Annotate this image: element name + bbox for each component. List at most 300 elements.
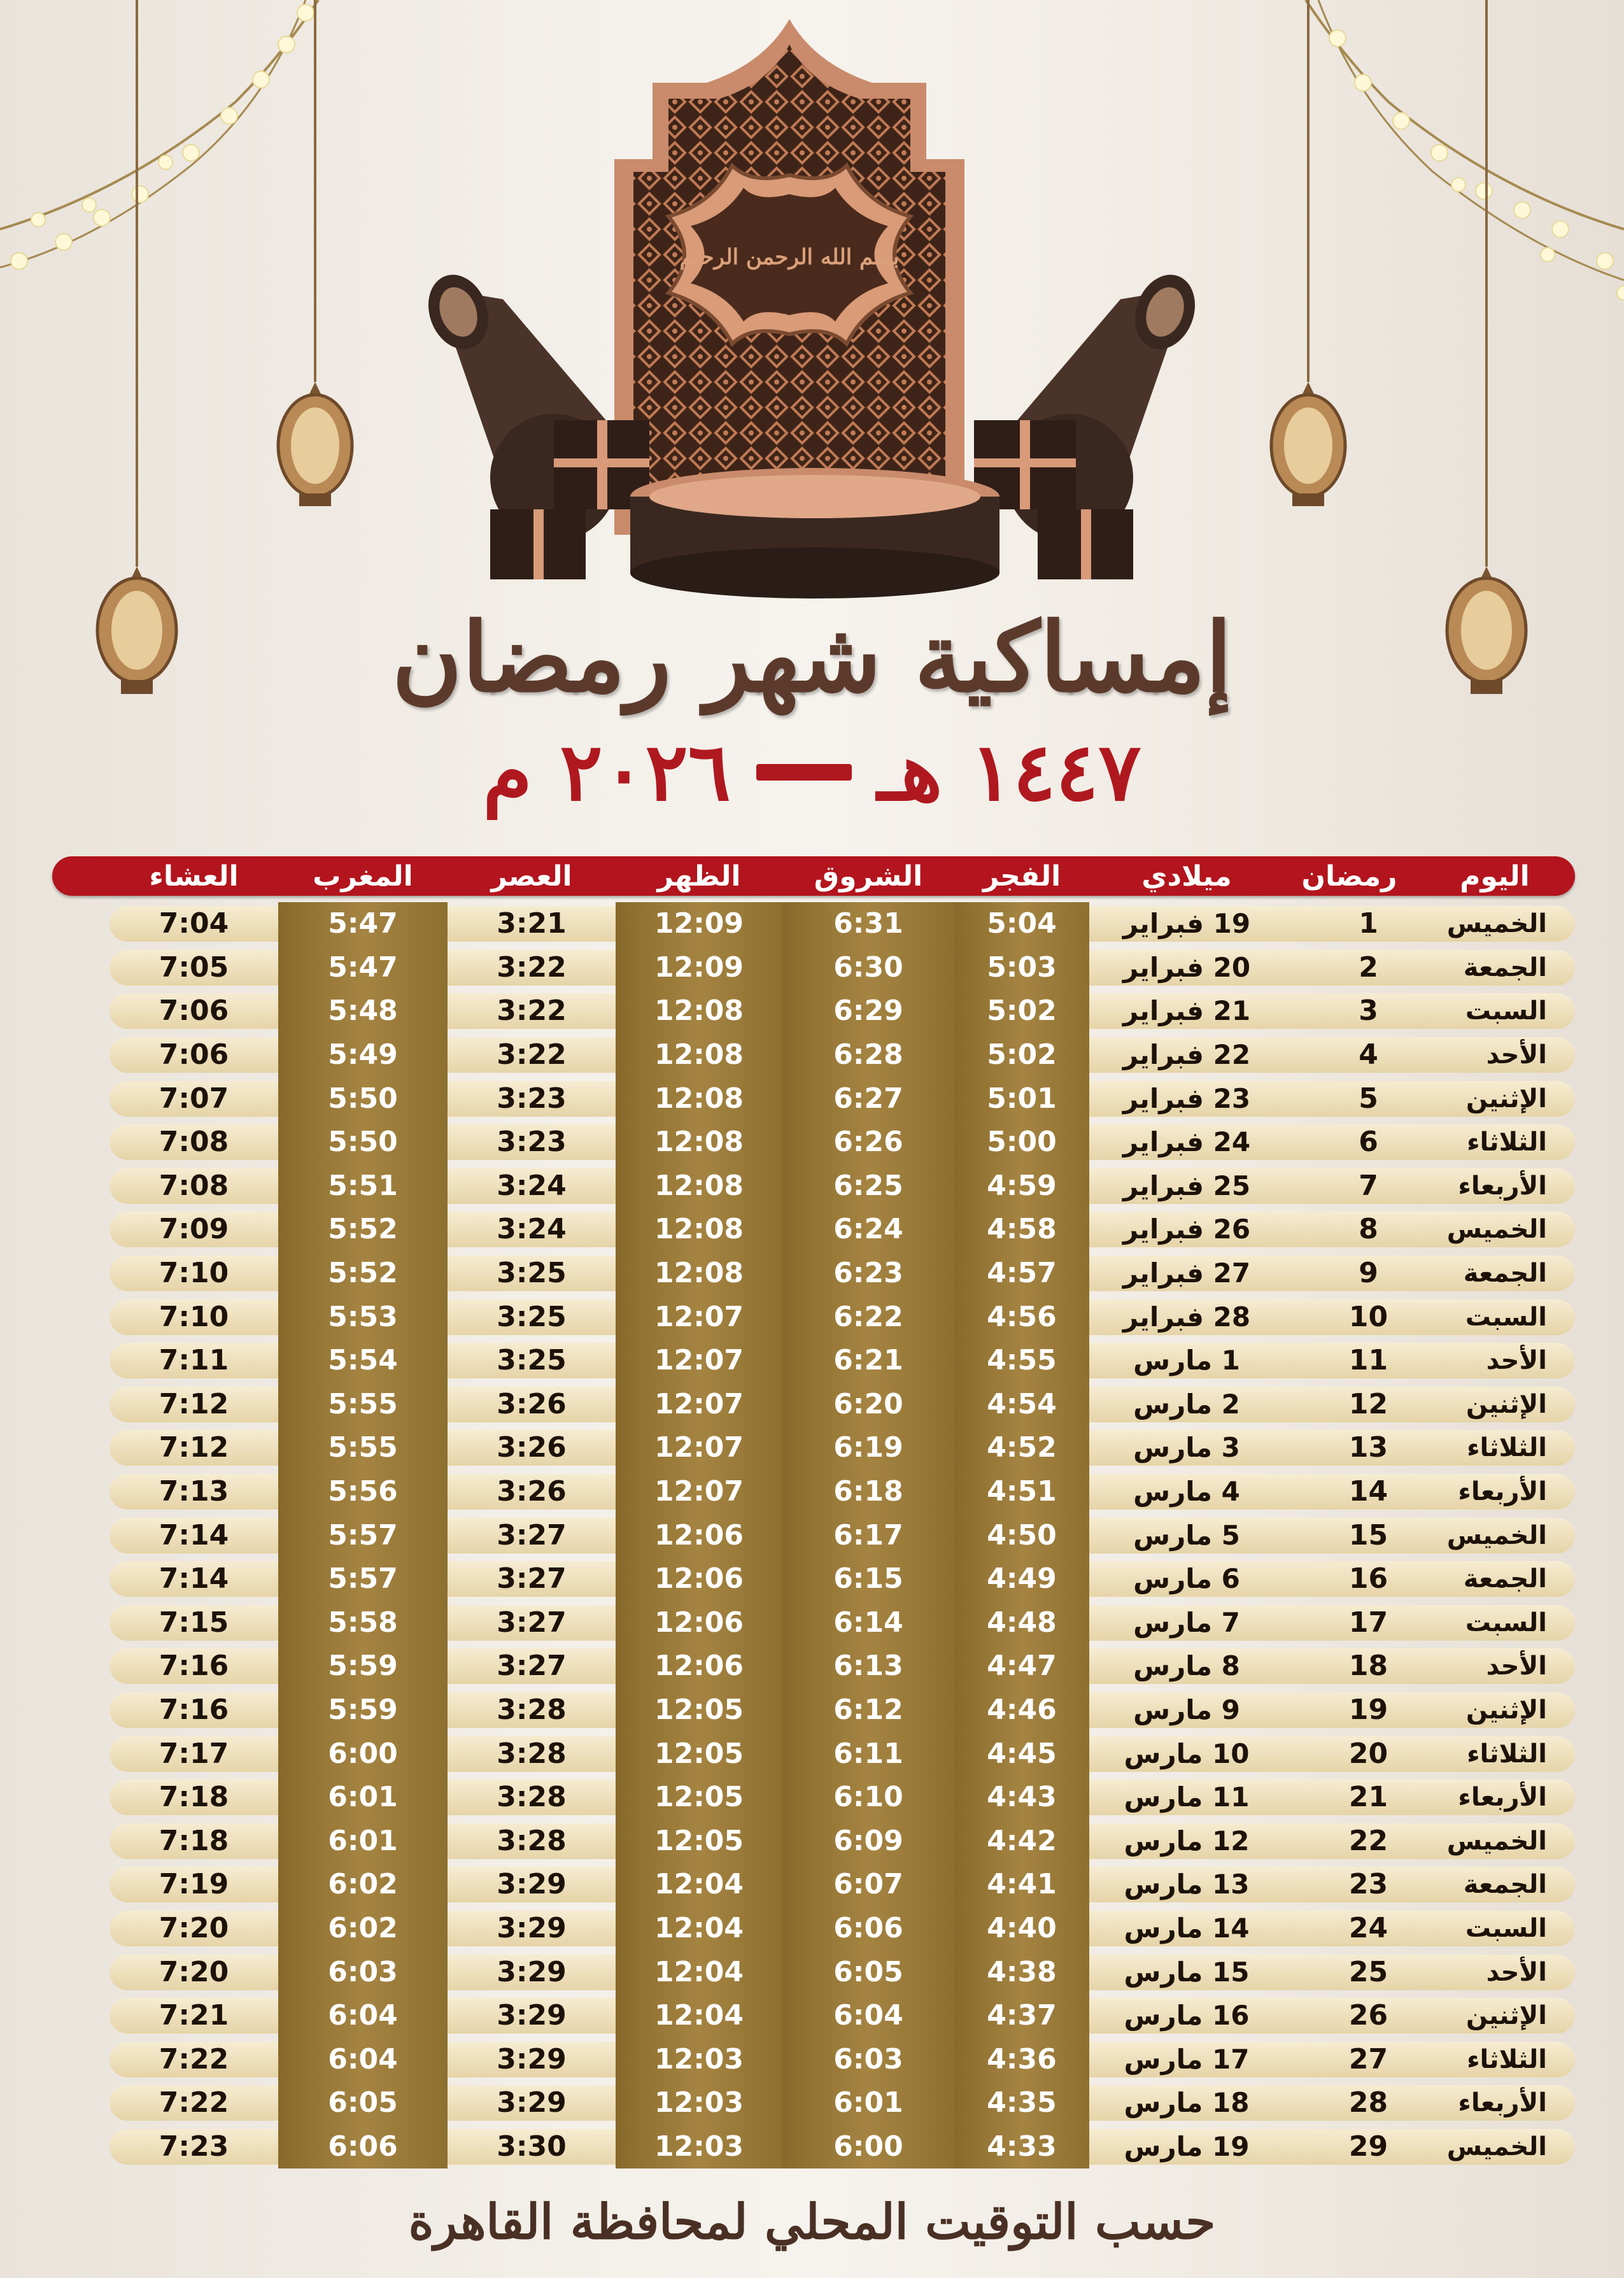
cell-sunrise: 6:07 [833,1868,903,1901]
cell-maghrib: 5:54 [328,1344,398,1377]
cell-isha: 7:08 [109,1124,278,1160]
cell-ramadan: 15 [1284,1518,1415,1553]
cell-sunrise: 6:13 [833,1650,903,1683]
cell-date: 12 مارس [1089,1823,1284,1859]
cell-fajr: 4:52 [987,1431,1057,1464]
cell-fajr: 5:02 [987,1038,1057,1072]
cell-asr: 3:22 [448,993,616,1029]
cell-day: الأربعاء [1415,1779,1575,1815]
cell-dhuhr: 12:03 [654,2130,744,2163]
cell-asr: 3:27 [448,1605,616,1641]
imsakiya-table [52,856,1575,2168]
cell-maghrib: 5:59 [328,1693,398,1726]
cell-dhuhr: 12:07 [654,1431,744,1464]
header-isha: العشاء [149,860,239,893]
header-asr: العصر [491,860,572,893]
cell-isha: 7:04 [109,906,278,942]
cell-dhuhr: 12:07 [654,1344,744,1377]
cell-isha: 7:05 [109,950,278,986]
cell-ramadan: 7 [1284,1168,1415,1204]
cell-sunrise: 6:01 [833,2086,903,2119]
table-row [52,946,1575,990]
cell-date: 13 مارس [1089,1867,1284,1902]
cell-fajr: 4:59 [987,1169,1057,1202]
table-row [52,1208,1575,1252]
cell-sunrise: 6:12 [833,1693,903,1726]
cell-ramadan: 26 [1284,1998,1415,2034]
cell-ramadan: 18 [1284,1648,1415,1684]
cell-isha: 7:08 [109,1168,278,1204]
cell-fajr: 4:36 [987,2042,1057,2076]
cell-asr: 3:27 [448,1561,616,1597]
cell-fajr: 4:38 [987,1955,1057,1988]
cell-asr: 3:28 [448,1823,616,1859]
cell-fajr: 4:42 [987,1824,1057,1857]
cell-date: 23 فبراير [1089,1081,1284,1117]
table-row [52,1557,1575,1601]
cell-isha: 7:07 [109,1081,278,1117]
cell-dhuhr: 12:04 [654,1911,744,1944]
cell-day: الأربعاء [1415,1168,1575,1204]
cell-date: 19 فبراير [1089,906,1284,942]
cell-date: 21 فبراير [1089,993,1284,1029]
cell-ramadan: 20 [1284,1736,1415,1772]
cell-sunrise: 6:19 [833,1431,903,1464]
cell-isha: 7:21 [109,1998,278,2034]
cell-fajr: 5:00 [987,1126,1057,1159]
cell-isha: 7:10 [109,1299,278,1335]
cell-dhuhr: 12:04 [654,1999,744,2032]
cell-maghrib: 5:49 [328,1038,398,1072]
lantern-icon [267,0,363,509]
cell-date: 5 مارس [1089,1518,1284,1553]
cell-isha: 7:13 [109,1474,278,1510]
header-ramadan: رمضان [1301,860,1397,893]
cell-fajr: 4:46 [987,1693,1057,1726]
cell-date: 6 مارس [1089,1561,1284,1597]
calligraphy-text: بسم الله الرحمن الرحيم [679,244,900,270]
cell-maghrib: 5:47 [328,907,398,940]
cell-asr: 3:29 [448,2085,616,2121]
cell-asr: 3:25 [448,1299,616,1335]
cell-sunrise: 6:26 [833,1126,903,1159]
page-title: إمساكية شهر رمضان [392,602,1232,714]
cell-maghrib: 5:59 [328,1650,398,1683]
cell-dhuhr: 12:08 [654,1169,744,1202]
cell-date: 18 مارس [1089,2085,1284,2121]
cell-asr: 3:29 [448,1998,616,2034]
cell-maghrib: 6:04 [328,2042,398,2076]
cell-ramadan: 10 [1284,1299,1415,1335]
cell-dhuhr: 12:06 [654,1650,744,1683]
cell-dhuhr: 12:04 [654,1955,744,1988]
cell-day: الخميس [1415,1518,1575,1553]
cell-isha: 7:16 [109,1692,278,1728]
table-row [52,1383,1575,1427]
cell-date: 8 مارس [1089,1648,1284,1684]
header-dhuhr: الظهر [657,860,741,893]
cell-maghrib: 6:01 [328,1824,398,1857]
cell-maghrib: 5:52 [328,1213,398,1246]
cell-isha: 7:22 [109,2042,278,2077]
cell-maghrib: 6:00 [328,1737,398,1770]
table-row [52,2125,1575,2169]
cell-sunrise: 6:06 [833,1911,903,1944]
cell-date: 7 مارس [1089,1605,1284,1641]
cell-ramadan: 17 [1284,1605,1415,1641]
cell-isha: 7:19 [109,1867,278,1902]
cell-isha: 7:06 [109,1037,278,1073]
cell-day: الإثنين [1415,1998,1575,2034]
cell-fajr: 4:35 [987,2086,1057,2119]
cell-ramadan: 3 [1284,993,1415,1029]
cell-maghrib: 5:55 [328,1387,398,1420]
cell-dhuhr: 12:08 [654,1257,744,1290]
cell-isha: 7:15 [109,1605,278,1641]
cell-fajr: 5:02 [987,994,1057,1028]
table-row [52,1513,1575,1557]
cell-sunrise: 6:22 [833,1300,903,1333]
cell-isha: 7:20 [109,1911,278,1946]
cell-asr: 3:28 [448,1692,616,1728]
cell-fajr: 4:48 [987,1606,1057,1639]
table-row [52,1994,1575,2038]
cell-day: الخميس [1415,1823,1575,1859]
cell-sunrise: 6:11 [833,1737,903,1770]
cell-maghrib: 6:02 [328,1868,398,1901]
cell-fajr: 4:40 [987,1911,1057,1944]
table-row [52,2081,1575,2125]
header-day: اليوم [1460,860,1530,893]
cell-date: 14 مارس [1089,1911,1284,1946]
cell-asr: 3:23 [448,1124,616,1160]
cell-fajr: 4:51 [987,1475,1057,1508]
cell-maghrib: 5:57 [328,1518,398,1552]
cell-maghrib: 6:02 [328,1911,398,1944]
cell-date: 26 فبراير [1089,1212,1284,1247]
cell-sunrise: 6:29 [833,994,903,1028]
cell-fajr: 4:54 [987,1387,1057,1420]
cell-day: الجمعة [1415,1256,1575,1291]
cell-fajr: 5:01 [987,1082,1057,1115]
cell-asr: 3:30 [448,2129,616,2165]
table-row [52,1907,1575,1951]
cell-asr: 3:28 [448,1736,616,1772]
cell-fajr: 4:56 [987,1300,1057,1333]
cell-ramadan: 22 [1284,1823,1415,1859]
cell-day: الإثنين [1415,1692,1575,1728]
cell-dhuhr: 12:06 [654,1606,744,1639]
cell-maghrib: 5:58 [328,1606,398,1639]
table-row [52,1732,1575,1776]
cell-asr: 3:23 [448,1081,616,1117]
cell-day: السبت [1415,1299,1575,1335]
cell-day: الأربعاء [1415,1474,1575,1510]
cell-sunrise: 6:17 [833,1518,903,1552]
cell-maghrib: 5:50 [328,1082,398,1115]
cell-ramadan: 4 [1284,1037,1415,1073]
cell-sunrise: 6:04 [833,1999,903,2032]
cell-maghrib: 5:57 [328,1562,398,1595]
cell-ramadan: 19 [1284,1692,1415,1728]
cell-isha: 7:11 [109,1343,278,1378]
cell-dhuhr: 12:08 [654,994,744,1028]
cell-ramadan: 16 [1284,1561,1415,1597]
cell-sunrise: 6:18 [833,1475,903,1508]
lantern-icon [89,0,185,700]
table-row [52,1121,1575,1164]
cell-isha: 7:16 [109,1648,278,1684]
cell-dhuhr: 12:08 [654,1126,744,1159]
cell-sunrise: 6:31 [833,907,903,940]
cell-fajr: 4:47 [987,1650,1057,1683]
table-row [52,989,1575,1033]
cell-ramadan: 28 [1284,2085,1415,2121]
header-sunrise: الشروق [814,860,923,893]
cell-date: 24 فبراير [1089,1124,1284,1160]
cell-maghrib: 6:05 [328,2086,398,2119]
cell-ramadan: 14 [1284,1474,1415,1510]
cell-asr: 3:21 [448,906,616,942]
cell-day: الثلاثاء [1415,2042,1575,2077]
cell-ramadan: 6 [1284,1124,1415,1160]
table-row [52,2037,1575,2081]
cell-dhuhr: 12:07 [654,1387,744,1420]
cell-day: الخميس [1415,1212,1575,1247]
cell-ramadan: 23 [1284,1867,1415,1902]
cell-asr: 3:28 [448,1779,616,1815]
table-row [52,1295,1575,1339]
cell-fajr: 5:03 [987,951,1057,984]
cell-date: 27 فبراير [1089,1256,1284,1291]
table-row [52,1688,1575,1732]
cell-date: 28 فبراير [1089,1299,1284,1335]
cell-maghrib: 5:52 [328,1257,398,1290]
cell-asr: 3:22 [448,950,616,986]
footer-note: حسب التوقيت المحلي لمحافظة القاهرة [408,2193,1216,2250]
cell-dhuhr: 12:07 [654,1300,744,1333]
lantern-icon [1260,0,1356,509]
cell-day: الثلاثاء [1415,1430,1575,1466]
cell-date: 9 مارس [1089,1692,1284,1728]
table-row [52,1339,1575,1383]
table-row [52,1033,1575,1077]
cell-maghrib: 5:56 [328,1475,398,1508]
cell-day: الجمعة [1415,1867,1575,1902]
table-row [52,1077,1575,1121]
cell-dhuhr: 12:09 [654,907,744,940]
cell-ramadan: 2 [1284,950,1415,986]
cell-dhuhr: 12:03 [654,2042,744,2076]
cell-ramadan: 12 [1284,1387,1415,1422]
cell-sunrise: 6:05 [833,1955,903,1988]
cell-date: 2 مارس [1089,1387,1284,1422]
cell-date: 11 مارس [1089,1779,1284,1815]
cell-asr: 3:27 [448,1648,616,1684]
cell-ramadan: 5 [1284,1081,1415,1117]
cell-dhuhr: 12:05 [654,1824,744,1857]
cell-asr: 3:25 [448,1343,616,1378]
cell-day: السبت [1415,993,1575,1029]
header-maghrib: المغرب [313,860,413,893]
cell-isha: 7:14 [109,1518,278,1553]
cell-sunrise: 6:03 [833,2042,903,2076]
cell-dhuhr: 12:06 [654,1562,744,1595]
cell-sunrise: 6:10 [833,1781,903,1814]
cell-day: الثلاثاء [1415,1736,1575,1772]
cell-fajr: 4:45 [987,1737,1057,1770]
cell-sunrise: 6:28 [833,1038,903,1072]
cell-sunrise: 6:30 [833,951,903,984]
cell-ramadan: 29 [1284,2129,1415,2165]
cell-dhuhr: 12:08 [654,1038,744,1072]
cell-ramadan: 21 [1284,1779,1415,1815]
cell-fajr: 4:43 [987,1781,1057,1814]
cell-date: 17 مارس [1089,2042,1284,2077]
cell-fajr: 4:55 [987,1344,1057,1377]
cell-maghrib: 5:47 [328,951,398,984]
cell-sunrise: 6:00 [833,2130,903,2163]
table-row [52,1252,1575,1296]
cell-sunrise: 6:23 [833,1257,903,1290]
table-row [52,1426,1575,1470]
cell-isha: 7:06 [109,993,278,1029]
cell-maghrib: 5:50 [328,1126,398,1159]
cell-maghrib: 5:51 [328,1169,398,1202]
table-header [52,856,1575,896]
cell-asr: 3:29 [448,1867,616,1902]
cell-date: 4 مارس [1089,1474,1284,1510]
lantern-icon [1439,0,1534,700]
cell-maghrib: 6:04 [328,1999,398,2032]
cell-isha: 7:10 [109,1256,278,1291]
cell-ramadan: 27 [1284,2042,1415,2077]
cell-maghrib: 5:55 [328,1431,398,1464]
cell-fajr: 4:57 [987,1257,1057,1290]
cell-isha: 7:22 [109,2085,278,2121]
cell-day: الأحد [1415,1343,1575,1378]
hijri-year: ١٤٤٧ هـ [877,726,1141,819]
table-row [52,1645,1575,1688]
cell-asr: 3:26 [448,1430,616,1466]
table-row [52,902,1575,946]
cell-day: السبت [1415,1911,1575,1946]
cell-day: الخميس [1415,2129,1575,2165]
cell-sunrise: 6:15 [833,1562,903,1595]
cell-dhuhr: 12:08 [654,1213,744,1246]
cell-isha: 7:18 [109,1779,278,1815]
table-row [52,1950,1575,1994]
cell-isha: 7:14 [109,1561,278,1597]
cell-dhuhr: 12:07 [654,1475,744,1508]
cell-asr: 3:24 [448,1212,616,1247]
cell-fajr: 4:37 [987,1999,1057,2032]
table-row [52,1164,1575,1208]
cell-dhuhr: 12:04 [654,1868,744,1901]
cell-isha: 7:23 [109,2129,278,2165]
cell-asr: 3:26 [448,1474,616,1510]
cell-asr: 3:22 [448,1037,616,1073]
cell-sunrise: 6:24 [833,1213,903,1246]
header-fajr: الفجر [982,860,1061,893]
header-gregorian: ميلادي [1141,860,1232,893]
cell-isha: 7:18 [109,1823,278,1859]
cell-sunrise: 6:14 [833,1606,903,1639]
cell-asr: 3:29 [448,1911,616,1946]
table-row [52,1601,1575,1645]
cell-sunrise: 6:25 [833,1169,903,1202]
cell-maghrib: 6:03 [328,1955,398,1988]
cell-dhuhr: 12:05 [654,1781,744,1814]
cell-day: الجمعة [1415,1561,1575,1597]
cell-dhuhr: 12:06 [654,1518,744,1552]
table-rows [52,902,1575,2168]
cell-fajr: 4:50 [987,1518,1057,1552]
table-row [52,1470,1575,1514]
cell-sunrise: 6:21 [833,1344,903,1377]
cell-ramadan: 25 [1284,1955,1415,1990]
ramadan-centerpiece-illustration [407,13,1216,598]
gregorian-year: ٢٠٢٦ م [483,726,731,819]
table-row [52,1863,1575,1907]
cell-day: الثلاثاء [1415,1124,1575,1160]
cell-fajr: 5:04 [987,907,1057,940]
cell-maghrib: 5:53 [328,1300,398,1333]
cell-date: 22 فبراير [1089,1037,1284,1073]
cell-isha: 7:09 [109,1212,278,1247]
cell-maghrib: 6:06 [328,2130,398,2163]
cell-fajr: 4:41 [987,1868,1057,1901]
cell-asr: 3:25 [448,1256,616,1291]
cell-fajr: 4:49 [987,1562,1057,1595]
cell-asr: 3:26 [448,1387,616,1422]
cell-sunrise: 6:20 [833,1387,903,1420]
cell-day: الخميس [1415,906,1575,942]
cell-sunrise: 6:27 [833,1082,903,1115]
year-subtitle [0,726,1624,819]
cell-isha: 7:12 [109,1387,278,1422]
cell-asr: 3:29 [448,1955,616,1990]
table-row [52,1819,1575,1863]
cell-date: 15 مارس [1089,1955,1284,1990]
cell-day: الأربعاء [1415,2085,1575,2121]
cell-day: الأحد [1415,1037,1575,1073]
cell-ramadan: 24 [1284,1911,1415,1946]
cell-ramadan: 13 [1284,1430,1415,1466]
cell-day: الإثنين [1415,1081,1575,1117]
cell-day: السبت [1415,1605,1575,1641]
cell-ramadan: 1 [1284,906,1415,942]
cell-day: الأحد [1415,1648,1575,1684]
cell-date: 19 مارس [1089,2129,1284,2165]
cell-maghrib: 5:48 [328,994,398,1028]
cell-day: الجمعة [1415,950,1575,986]
cell-asr: 3:29 [448,2042,616,2077]
cell-ramadan: 11 [1284,1343,1415,1378]
dash-separator [756,764,852,781]
cell-day: الأحد [1415,1955,1575,1990]
cell-date: 1 مارس [1089,1343,1284,1378]
cell-ramadan: 9 [1284,1256,1415,1291]
cell-date: 20 فبراير [1089,950,1284,986]
cell-asr: 3:27 [448,1518,616,1553]
cell-date: 10 مارس [1089,1736,1284,1772]
table-row [52,1776,1575,1820]
cell-ramadan: 8 [1284,1212,1415,1247]
cell-dhuhr: 12:08 [654,1082,744,1115]
cell-dhuhr: 12:05 [654,1693,744,1726]
cell-isha: 7:17 [109,1736,278,1772]
